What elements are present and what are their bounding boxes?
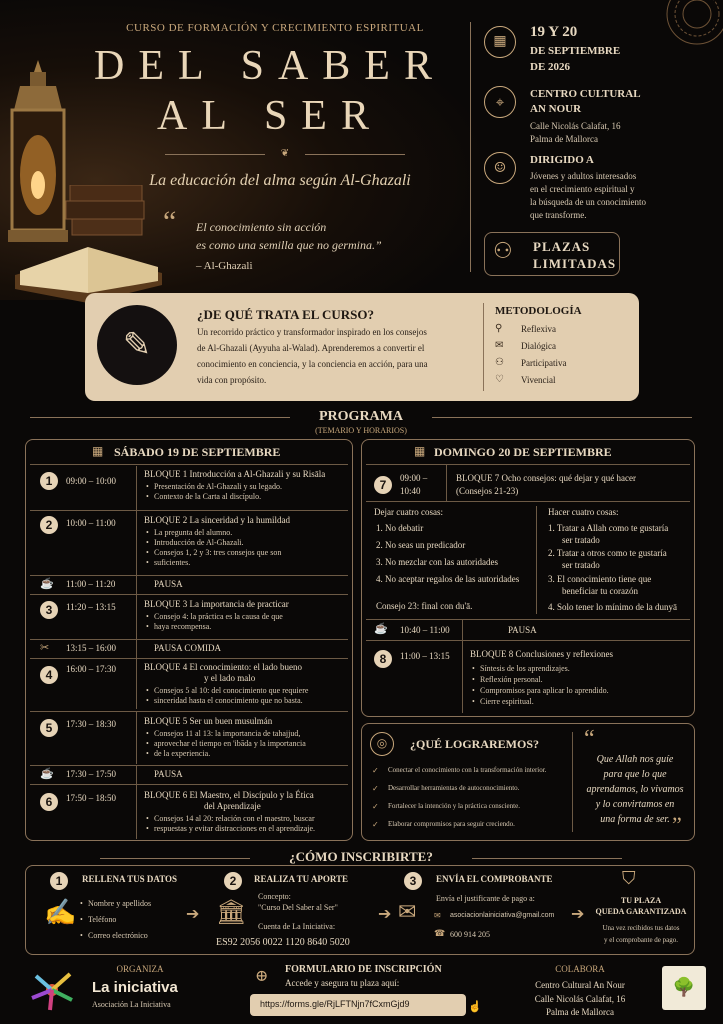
envelope-icon: ✉ xyxy=(398,900,417,925)
target-icon: ◎ xyxy=(370,732,394,756)
method-vivencial-icon: ♡ xyxy=(495,374,504,385)
list-item: • aprovechar el tiempo en 'ibāda y la importancia xyxy=(146,739,351,749)
block-5-number: 5 xyxy=(40,719,58,737)
bank-icon: 🏛 xyxy=(216,898,247,926)
venue-address-line1: Calle Nicolás Calafat, 16 xyxy=(530,121,621,131)
block-4-time: 16:00 – 17:30 xyxy=(66,664,117,674)
quote-mark-icon: “ xyxy=(163,205,177,238)
block-7-title: BLOQUE 7 Ocho consejos: qué dejar y qué hacer xyxy=(456,473,636,483)
goal-item: Desarrollar herramientas de autoconocimiento. xyxy=(388,784,520,792)
pause-3-time: 17:30 – 17:50 xyxy=(66,769,117,779)
form-url: https://forms.gle/RjLFTNjn7fCxmGjd9 xyxy=(260,999,410,1009)
saturday-title: SÁBADO 19 DE SEPTIEMBRE xyxy=(114,445,281,459)
audience-line2: en el crecimiento espiritual y xyxy=(530,184,635,194)
closing-quote-l5: una forma de ser. xyxy=(600,814,670,825)
block-8-items xyxy=(472,663,672,707)
phone-icon: ☎ xyxy=(434,929,446,939)
inscribe-rule-right xyxy=(472,858,622,859)
block-2-number: 2 xyxy=(40,516,58,534)
goal-item: Fortalecer la intención y la práctica consciente. xyxy=(388,802,520,810)
audience-line4: que transforme. xyxy=(530,210,587,220)
list-item: • Consejos 1, 2 y 3: tres consejos que son xyxy=(146,548,346,558)
block-7-number: 7 xyxy=(374,476,392,494)
sunday-panel xyxy=(361,439,695,717)
block-6-items xyxy=(146,814,351,834)
pause-3-label: PAUSA xyxy=(154,769,183,779)
list-item: • suficientes. xyxy=(146,558,346,568)
step-2-iban: ES92 2056 0022 1120 8640 5020 xyxy=(216,937,350,948)
left-list-item: 3. No mezclar con las autoridades xyxy=(376,557,498,567)
colabora-line3: Palma de Mallorca xyxy=(546,1007,614,1017)
step-2-concept-label: Concepto: xyxy=(258,892,291,901)
pause-2-time: 13:15 – 16:00 xyxy=(66,643,117,653)
block-6-time: 17:50 – 18:50 xyxy=(66,793,117,803)
venue-name-line1: CENTRO CULTURAL xyxy=(530,88,641,100)
list-item: • Presentación de Al-Ghazali y su legado. xyxy=(146,482,346,492)
audience-title: DIRIGIDO A xyxy=(530,154,594,166)
goals-panel xyxy=(361,723,695,841)
block-4-items xyxy=(146,686,351,706)
form-subtitle: Accede y asegura tu plaza aquí: xyxy=(285,978,400,988)
event-month: DE SEPTIEMBRE xyxy=(530,45,621,57)
step-3-phone[interactable]: 600 914 205 xyxy=(450,930,490,939)
people-icon: ☺ xyxy=(484,152,516,184)
books-icon xyxy=(10,185,170,310)
colabora-line2: Calle Nicolás Calafat, 16 xyxy=(534,994,626,1004)
block-8-title: BLOQUE 8 Conclusiones y reflexiones xyxy=(470,649,613,659)
block-5-items xyxy=(146,729,351,759)
block-4-title-line2: y el lado malo xyxy=(204,673,256,683)
step-3-email[interactable]: asociacionlainiciativa@gmail.com xyxy=(450,912,555,919)
saturday-panel xyxy=(25,439,353,841)
right-list-item: 4. Solo tener lo mínimo de la dunyā xyxy=(548,602,677,612)
goals-title: ¿QUÉ LOGRAREMOS? xyxy=(410,737,540,751)
inscribe-title: ¿CÓMO INSCRIBIRTE? xyxy=(289,849,433,864)
colabora-line1: Centro Cultural An Nour xyxy=(535,980,625,990)
programa-rule-right xyxy=(432,417,692,418)
arrow-right-icon: ➔ xyxy=(571,904,585,923)
method-reflexiva: Reflexiva xyxy=(521,324,556,334)
venue-name-line2: AN NOUR xyxy=(530,103,582,115)
closing-quote-l4: y lo convirtamos en xyxy=(595,799,675,810)
step-2-number: 2 xyxy=(224,872,242,890)
closing-quote-l1: Que Allah nos guíe xyxy=(596,754,674,765)
form-url-button[interactable] xyxy=(250,994,466,1016)
org-name: La iniciativa xyxy=(92,979,178,996)
block-6-number: 6 xyxy=(40,793,58,811)
right-list-item: ser tratado xyxy=(562,560,600,570)
check-icon: ✓ xyxy=(372,802,379,811)
form-title: FORMULARIO DE INSCRIPCIÓN xyxy=(285,964,442,975)
right-list-item: 2. Tratar a otros como te gustaría xyxy=(548,548,667,558)
quote-close-icon: ” xyxy=(672,812,682,837)
goal-item: Elaborar compromisos para seguir creciendo. xyxy=(388,820,515,828)
block-8-number: 8 xyxy=(374,650,392,668)
sunday-title: DOMINGO 20 DE SEPTIEMBRE xyxy=(434,445,612,459)
list-item: • Reflexión personal. xyxy=(472,674,672,685)
book-quill-icon: ✎ xyxy=(97,305,177,385)
block-4-title: BLOQUE 4 El conocimiento: el lado bueno xyxy=(144,662,302,672)
title-divider-ornament: ❦ xyxy=(165,148,405,160)
plazas-limitadas-badge xyxy=(484,232,620,276)
guarantee-title-l1: TU PLAZA xyxy=(620,896,662,905)
closing-quote-l3: aprendamos, lo vivamos xyxy=(586,784,684,795)
course-title-line1: DEL SABER xyxy=(94,43,446,89)
method-dialogica-icon: ✉ xyxy=(495,340,504,351)
list-item: • Síntesis de los aprendizajes. xyxy=(472,663,672,674)
colabora-title: COLABORA xyxy=(555,964,605,974)
block-1-title: BLOQUE 1 Introducción a Al-Ghazali y su Risāla xyxy=(144,469,326,479)
block-3-number: 3 xyxy=(40,601,58,619)
programa-title: PROGRAMA xyxy=(319,409,403,424)
about-divider xyxy=(483,303,484,391)
block-3-items xyxy=(146,612,346,632)
org-title: ORGANIZA xyxy=(116,964,164,974)
method-dialogica: Dialógica xyxy=(521,341,556,351)
guarantee-line2: y el comprobante de pago. xyxy=(603,936,679,944)
method-title: METODOLOGÍA xyxy=(495,305,582,317)
block-5-title: BLOQUE 5 Ser un buen musulmán xyxy=(144,716,273,726)
block-6-title-line2: del Aprendizaje xyxy=(204,801,261,811)
block-2-title: BLOQUE 2 La sinceridad y la humildad xyxy=(144,515,290,525)
list-item: • respuestas y evitar distracciones en el aprendizaje. xyxy=(146,824,351,834)
location-pin-icon: ⌖ xyxy=(484,86,516,118)
block-7-title-line2: (Consejos 21-23) xyxy=(456,486,519,496)
form-icon: ✍ xyxy=(44,898,77,928)
left-list-item: 2. No seas un predicador xyxy=(376,540,466,550)
right-list-item: 3. El conocimiento tiene que xyxy=(548,574,652,584)
about-line1: Un recorrido práctico y transformador inspirado en los consejos xyxy=(197,327,427,337)
right-list-item: ser tratado xyxy=(562,535,600,545)
block-1-time: 09:00 – 10:00 xyxy=(66,476,117,486)
calendar-icon: ▦ xyxy=(484,26,516,58)
list-item: • Consejo 4: la práctica es la causa de que xyxy=(146,612,346,622)
list-item: • Consejos 14 al 20: relación con el maestro, buscar xyxy=(146,814,351,824)
list-item: • Compromisos para aplicar lo aprendido. xyxy=(472,685,672,696)
block-7-time-line2: 10:40 xyxy=(400,486,421,496)
right-list-title: Hacer cuatro cosas: xyxy=(548,507,619,517)
right-list-item: 1. Tratar a Allah como te gustaría xyxy=(548,523,669,533)
mandala-ornament xyxy=(625,0,723,60)
audience-line3: la búsqueda de un conocimiento xyxy=(530,197,646,207)
an-nour-logo: 🌳 xyxy=(662,966,706,1010)
list-item: • Contexto de la Carta al discípulo. xyxy=(146,492,346,502)
pause-2-label: PAUSA COMIDA xyxy=(154,643,221,653)
method-participativa: Participativa xyxy=(521,358,567,368)
calendar-icon-sat: ▦ xyxy=(92,444,104,458)
check-icon: ✓ xyxy=(372,766,379,775)
method-reflexiva-icon: ⚲ xyxy=(495,323,503,334)
block-7-time-line1: 09:00 – xyxy=(400,473,428,483)
course-kicker: CURSO DE FORMACIÓN Y CRECIMIENTO ESPIRITUAL xyxy=(126,22,424,34)
org-subtitle: Asociación La Iniciativa xyxy=(92,1000,171,1009)
plazas-line2: LIMITADAS xyxy=(533,256,617,271)
guarantee-line1: Una vez recibidos tus datos xyxy=(602,924,680,932)
block-3-title: BLOQUE 3 La importancia de practicar xyxy=(144,599,289,609)
block-4-number: 4 xyxy=(40,666,58,684)
list-item: • Consejos 11 al 13: la importancia de tahajjud, xyxy=(146,729,351,739)
list-item: • Introducción de Al-Ghazali. xyxy=(146,538,346,548)
list-item: • La pregunta del alumno. xyxy=(146,528,346,538)
closing-quote-l2: para que lo que xyxy=(603,769,667,780)
step-3-number: 3 xyxy=(404,872,422,890)
block-2-time: 10:00 – 11:00 xyxy=(66,518,116,528)
coffee-icon: ☕ xyxy=(374,622,388,635)
inscribe-rule-left xyxy=(100,858,250,859)
pause-1-label: PAUSA xyxy=(154,579,183,589)
step-2-title: REALIZA TU APORTE xyxy=(254,874,349,884)
block-5-time: 17:30 – 18:30 xyxy=(66,719,117,729)
cutlery-icon: ✂ xyxy=(40,641,50,654)
programa-subtitle: (TEMARIO Y HORARIOS) xyxy=(315,426,407,435)
event-year: DE 2026 xyxy=(530,61,571,73)
list-item: • Cierre espiritual. xyxy=(472,696,672,707)
step-1-title: RELLENA TUS DATOS xyxy=(82,874,178,884)
method-participativa-icon: ⚇ xyxy=(495,357,504,368)
about-panel xyxy=(85,293,639,401)
check-icon: ✓ xyxy=(372,820,379,829)
about-line4: vida con propósito. xyxy=(197,375,267,385)
about-title: ¿DE QUÉ TRATA EL CURSO? xyxy=(197,307,374,322)
coffee-icon: ☕ xyxy=(40,577,54,590)
list-item: • haya recompensa. xyxy=(146,622,346,632)
pause-4-label: PAUSA xyxy=(508,625,537,635)
arrow-right-icon: ➔ xyxy=(378,904,392,923)
la-iniciativa-logo xyxy=(28,968,76,1012)
about-line2: de Al-Ghazali (Ayyuha al-Walad). Aprenderemos a convertir el xyxy=(197,343,425,353)
right-list-item: beneficiar tu corazón xyxy=(562,586,638,596)
email-icon: ✉ xyxy=(434,911,441,920)
arrow-right-icon: ➔ xyxy=(186,904,200,923)
info-divider xyxy=(470,22,471,272)
list-item: • de la experiencia. xyxy=(146,749,351,759)
step-2-account-label: Cuenta de La Iniciativa: xyxy=(258,922,336,931)
shield-check-icon: ⛉ xyxy=(622,868,636,889)
block-2-items xyxy=(146,528,346,568)
guarantee-title-l2: QUEDA GARANTIZADA xyxy=(595,907,687,916)
block-1-number: 1 xyxy=(40,472,58,490)
left-list-item: 4. No aceptar regalos de las autoridades xyxy=(376,574,520,584)
pause-4-time: 10:40 – 11:00 xyxy=(400,625,450,635)
list-item: • Teléfono xyxy=(80,912,190,928)
quote-author: – Al-Ghazali xyxy=(196,260,253,272)
left-list-item: 1. No debatir xyxy=(376,523,424,533)
event-date: 19 Y 20 xyxy=(530,24,578,40)
pause-1-time: 11:00 – 11:20 xyxy=(66,579,116,589)
left-list-title: Dejar cuatro cosas: xyxy=(374,507,443,517)
coffee-icon: ☕ xyxy=(40,767,54,780)
block-8-time: 11:00 – 13:15 xyxy=(400,651,450,661)
list-item: • Nombre y apellidos xyxy=(80,896,190,912)
list-item: • Consejos 5 al 10: del conocimiento que requiere xyxy=(146,686,351,696)
step-3-text: Envía el justificante de pago a: xyxy=(436,894,535,903)
globe-icon: ⊕ xyxy=(255,966,269,985)
calendar-icon-sun: ▦ xyxy=(414,444,426,458)
step-3-title: ENVÍA EL COMPROBANTE xyxy=(436,874,553,884)
method-vivencial: Vivencial xyxy=(521,375,556,385)
goal-item: Conectar el conocimiento con la transformación interior. xyxy=(388,766,547,774)
cursor-hand-icon: ☝ xyxy=(468,1000,482,1013)
group-icon: ⚇ xyxy=(493,239,513,264)
list-item: • sinceridad hasta el conocimiento que no basta. xyxy=(146,696,351,706)
inscribe-panel xyxy=(25,865,695,955)
list-item: • Correo electrónico xyxy=(80,928,190,944)
programa-rule-left xyxy=(30,417,290,418)
step-1-number: 1 xyxy=(50,872,68,890)
check-icon: ✓ xyxy=(372,784,379,793)
about-line3: conocimiento en conciencia, y la conciencia en acción, para una xyxy=(197,359,428,369)
audience-line1: Jóvenes y adultos interesados xyxy=(530,171,637,181)
course-subtitle: La educación del alma según Al-Ghazali xyxy=(149,172,411,189)
step-1-items xyxy=(80,896,190,944)
quote-line1: El conocimiento sin acción xyxy=(196,220,327,234)
plazas-line1: PLAZAS xyxy=(533,239,591,254)
quote-open-icon: “ xyxy=(584,726,595,752)
block-6-title: BLOQUE 6 El Maestro, el Discípulo y la Ética xyxy=(144,790,314,800)
course-title-line2: AL SER xyxy=(157,93,383,139)
left-list-note: Consejo 23: final con du'ā. xyxy=(376,601,473,611)
quote-line2: es como una semilla que no germina.” xyxy=(196,238,382,252)
venue-address-line2: Palma de Mallorca xyxy=(530,134,598,144)
step-2-concept-value: "Curso Del Saber al Ser" xyxy=(258,903,338,912)
block-1-items xyxy=(146,482,346,502)
block-3-time: 11:20 – 13:15 xyxy=(66,602,116,612)
